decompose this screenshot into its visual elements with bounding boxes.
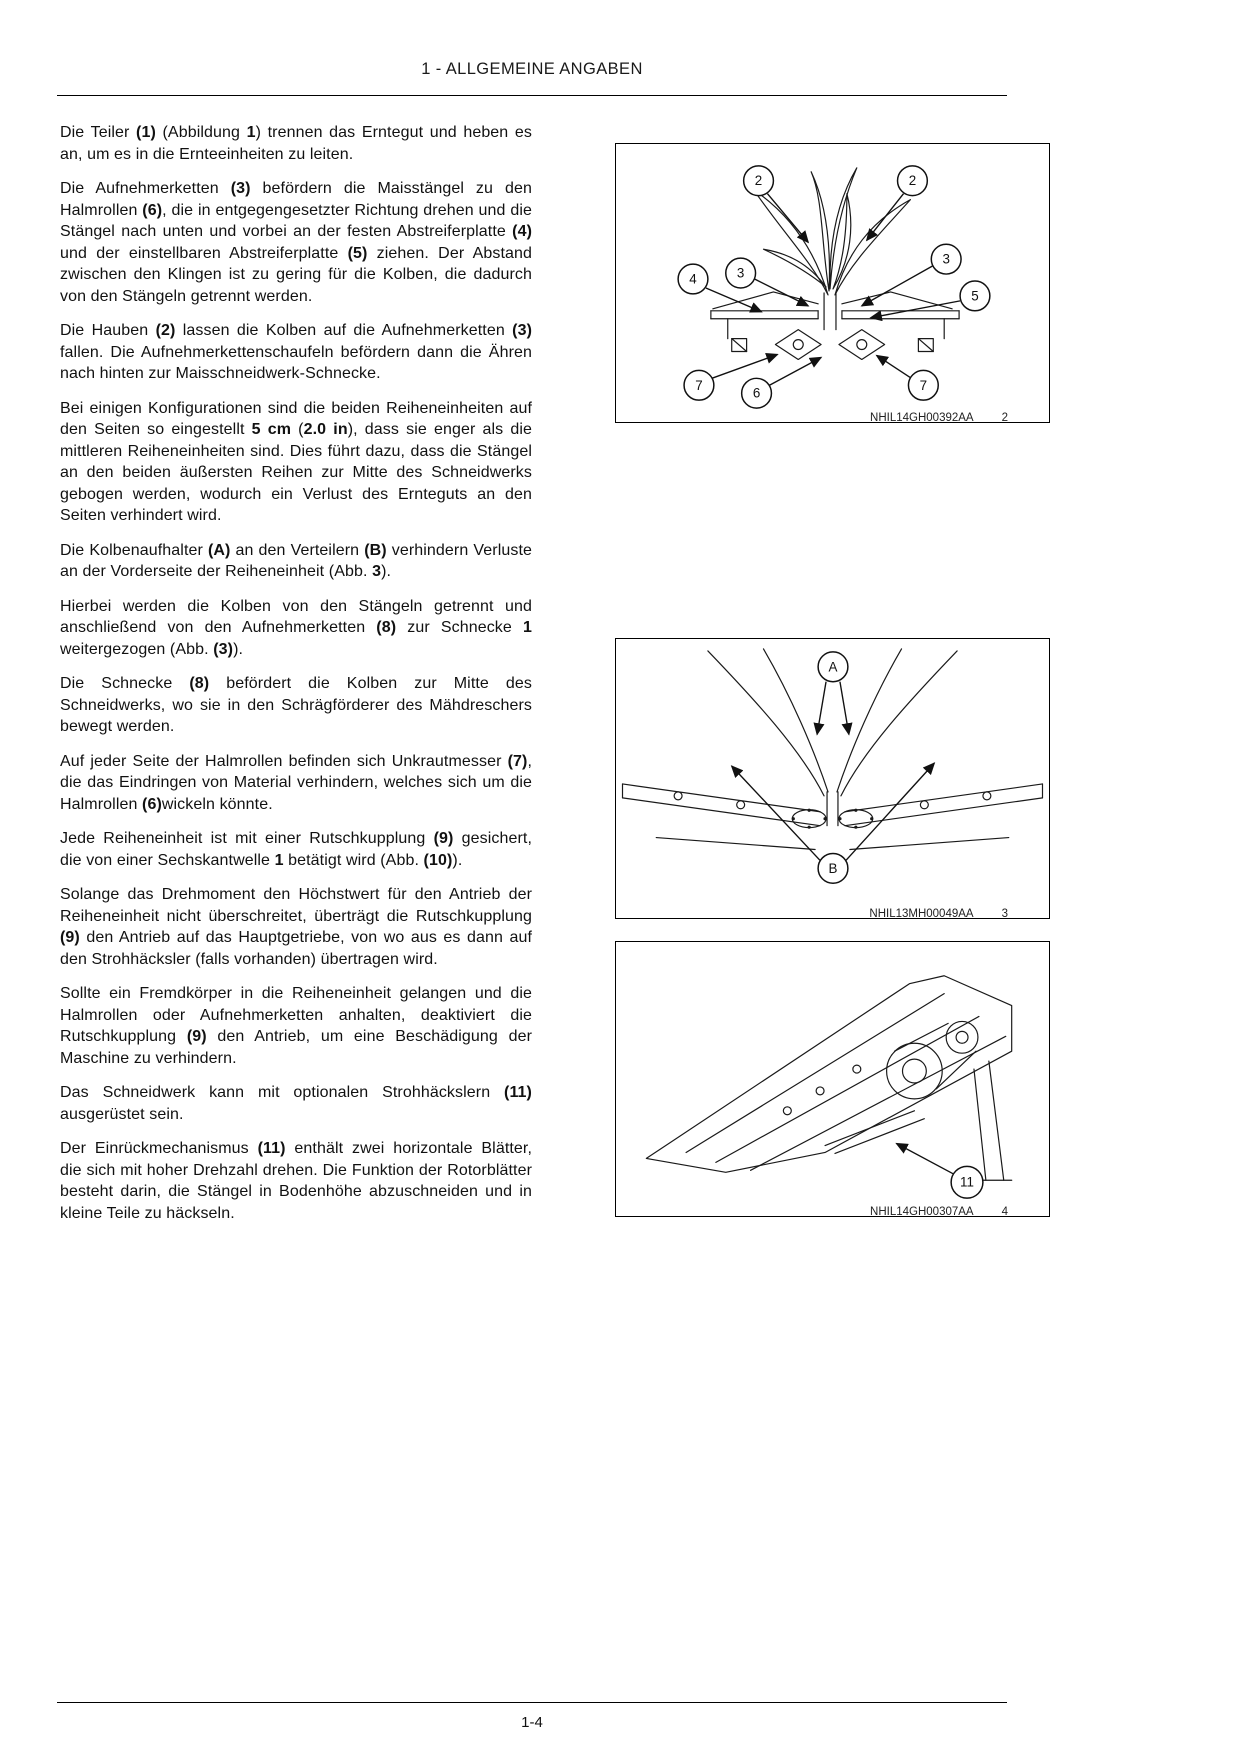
paragraph: Bei einigen Konfigurationen sind die beiden Reiheneinheiten auf den Seiten so eingestellt 5 cm (2.0 in), dass sie enger als die mittleren Reiheneinheiten sind. Dies führt dazu, dass die Stängel an den beiden äußersten Reihen zur Mitte des Schneidwerks gebogen werden, wodurch ein Verlust des Ernteguts an den Seiten verhindert wird. [60,399,532,524]
callout-label: 2 [754,173,763,189]
chapter-title: 1 - ALLGEMEINE ANGABEN [421,60,643,78]
text-column [60,122,532,1237]
figure-number: 3 [1001,908,1008,920]
figure-row-unit-cross-section [615,143,1050,423]
callout-label: 3 [942,251,950,267]
callout-label: 4 [689,271,697,287]
page-number: 1-4 [521,1714,543,1731]
callout-label: 7 [919,377,928,393]
callout-balloon [951,1166,983,1198]
callout-balloon [898,166,928,196]
callout-label: 11 [960,1174,974,1190]
figure-code: NHIL14GH00307AA [870,1206,974,1218]
callout-balloon [678,264,708,294]
callout-balloon [684,370,714,400]
callout-balloon [744,166,774,196]
paragraph: Sollte ein Fremdkörper in die Reiheneinheit gelangen und die Halmrollen oder Aufnehmerketten anhalten, deaktiviert die Rutschkupplung (9) den Antrieb, um eine Beschädigung der Maschine zu verhindern. [60,985,533,1067]
callout-label: 2 [908,173,917,189]
figure-code: NHIL13MH00049AA [869,908,974,920]
paragraph: Die Aufnehmerketten (3) befördern die Maisstängel zu den Halmrollen (6), die in entgegengesetzter Richtung drehen und die Stängel nach unten und vorbei an der festen Abstreiferplatte (4) und der einstellbaren Abstreiferplatte (5) ziehen. Der Abstand zwischen den Klingen ist zu gering für die Kolben, die dadurch von den Stängeln getrennt werden. [60,180,532,305]
paragraph: Solange das Drehmoment den Höchstwert für den Antrieb der Reiheneinheit nicht überschreitet, überträgt die Rutschkupplung (9) den Antrieb auf das Hauptgetriebe, von wo aus es dann auf den Strohhäcksler (falls vorhanden) übertragen wird. [60,886,532,968]
footer-rule [57,1702,1007,1703]
figure-row-unit-side-view [615,941,1050,1217]
paragraph: Die Schnecke (8) befördert die Kolben zur Mitte des Schneidwerks, wo sie in den Schrägförderer des Mähdreschers bewegt werden. [60,675,533,735]
paragraph: Die Hauben (2) lassen die Kolben auf die Aufnehmerketten (3) fallen. Die Aufnehmerkettenschaufeln befördern dann die Ähren nach hinten zur Maisschneidwerk-Schnecke. [60,322,533,382]
callout-balloon [726,258,756,288]
figure-3-diagram [616,639,1049,918]
figure-caption [575,412,1010,424]
callout-label: 3 [736,265,745,281]
figure-4-diagram [616,942,1049,1216]
header-rule [57,95,1007,96]
callout-balloon [931,244,961,274]
figure-number: 2 [1001,412,1008,424]
figure-2-diagram [616,144,1049,422]
paragraph: Der Einrückmechanismus (11) enthält zwei horizontale Blätter, die sich mit hoher Drehzahl drehen. Die Funktion der Rotorblätter besteht darin, die Stängel in Bodenhöhe abzuschneiden und in kleine Teile zu häckseln. [60,1140,532,1222]
figure-code: NHIL14GH00392AA [870,412,974,424]
paragraph: Das Schneidwerk kann mit optionalen Strohhäckslern (11) ausgerüstet sein. [60,1084,532,1123]
figure-dividers-front-view [615,638,1050,919]
callout-balloon [818,853,848,883]
paragraph: Auf jeder Seite der Halmrollen befinden sich Unkrautmesser (7), die das Eindringen von Material verhindern, welches sich um die Halmrollen (6)wickeln könnte. [60,752,532,813]
paragraph: Die Kolbenaufhalter (A) an den Verteilern (B) verhindern Verluste an der Vorderseite der Reiheneinheit (Abb. 3). [60,541,532,580]
row-unit-line-art [646,976,1011,1181]
paragraph: Hierbei werden die Kolben von den Stängeln getrennt und anschließend von den Aufnehmerketten (8) zur Schnecke 1 weitergezogen (Abb. (3)). [60,597,532,658]
callout-label: 5 [971,288,979,304]
callout-label: 6 [752,385,761,401]
callout-balloon [960,281,990,311]
paragraph: Jede Reiheneinheit ist mit einer Rutschkupplung (9) gesichert, die von einer Sechskantwelle 1 betätigt wird (Abb. (10)). [60,830,532,869]
callout-balloon [908,370,938,400]
callout-balloon [818,652,848,682]
callout-label: B [828,860,838,876]
callout-arrows [897,1144,955,1175]
paragraph: Die Teiler (1) (Abbildung 1) trennen das Erntegut und heben es an, um es in die Ernteeinheiten zu leiten. [60,124,532,163]
figure-caption [575,908,1010,920]
figure-caption [575,1206,1010,1218]
callout-label: 7 [695,377,703,393]
callout-balloon [742,378,772,408]
figure-number: 4 [1001,1206,1008,1218]
callout-label: A [828,659,838,675]
